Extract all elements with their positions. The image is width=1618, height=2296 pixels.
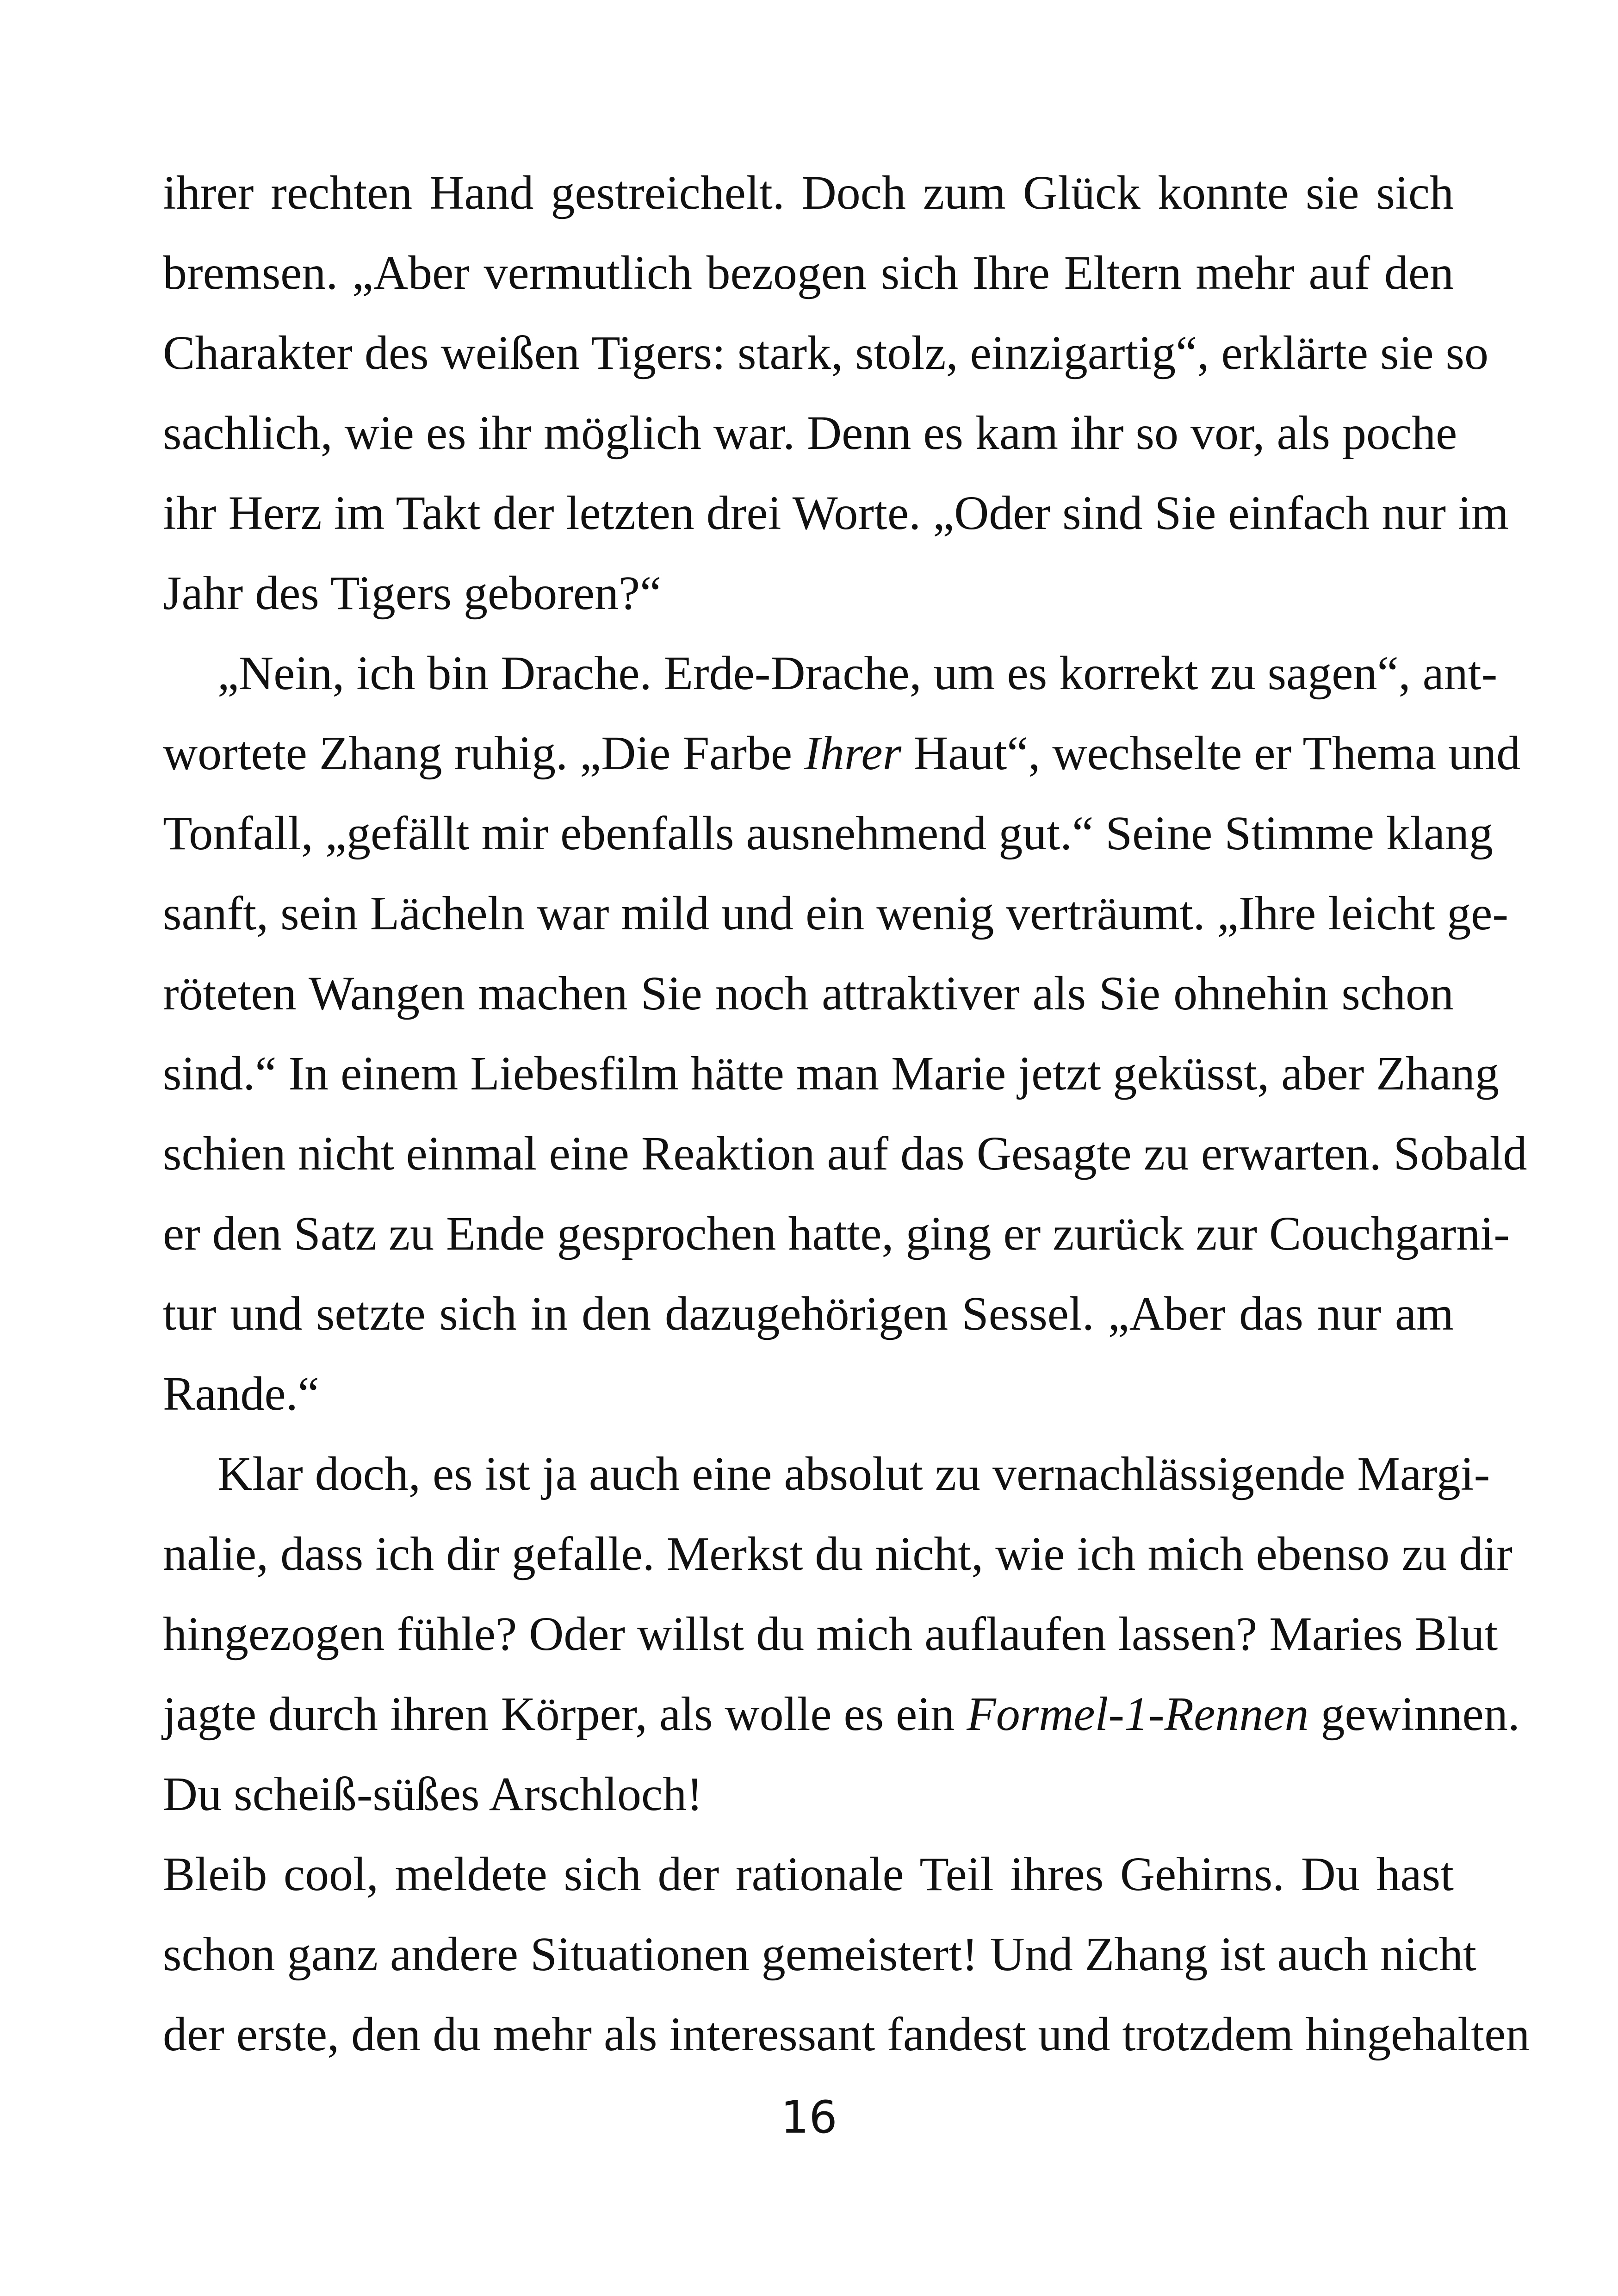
body-text (163, 153, 1530, 2074)
text-segment: wortete Zhang ruhig. „Die Farbe (163, 727, 805, 780)
text-line: Rande.“ (163, 1367, 319, 1420)
text-line (163, 1674, 1520, 1754)
text-line: bremsen. „Aber vermutlich bezogen sich Ihre Eltern mehr auf den (163, 246, 1454, 299)
text-segment: jagte durch ihren Körper, als wolle es ein (163, 1687, 967, 1741)
text-line: Bleib cool, meldete sich der rationale Teil ihres Gehirns. Du hast (163, 1848, 1454, 1901)
text-line: ihrer rechten Hand gestreichelt. Doch zum Glück konnte sie sich (163, 166, 1454, 219)
text-line: Charakter des weißen Tigers: stark, stolz, einzigartig“, erklärte sie so (163, 326, 1488, 380)
text-line: ihr Herz im Takt der letzten drei Worte. „Oder sind Sie einfach nur im (163, 486, 1509, 540)
text-line: schon ganz andere Situationen gemeistert! Und Zhang ist auch nicht (163, 1928, 1476, 1981)
emphasized-text: Formel-1-Rennen (967, 1687, 1309, 1741)
text-line (163, 713, 1521, 793)
text-line: Tonfall, „gefällt mir ebenfalls ausnehmend gut.“ Seine Stimme klang (163, 807, 1494, 860)
text-line: Du scheiß-süßes Arschloch! (163, 1767, 703, 1821)
text-line: „Nein, ich bin Drache. Erde-Drache, um es korrekt zu sagen“, ant- (217, 647, 1498, 700)
text-line: Klar doch, es ist ja auch eine absolut zu vernachlässigende Margi- (217, 1447, 1490, 1500)
text-line: tur und setzte sich in den dazugehörigen Sessel. „Aber das nur am (163, 1287, 1454, 1340)
page-number: 16 (781, 2091, 837, 2143)
text-line: röteten Wangen machen Sie noch attraktiver als Sie ohnehin schon (163, 967, 1454, 1020)
text-line: sanft, sein Lächeln war mild und ein wenig verträumt. „Ihre leicht ge- (163, 887, 1509, 940)
text-segment: gewinnen. (1308, 1687, 1520, 1741)
emphasized-text: Ihrer (804, 727, 902, 780)
text-line: sind.“ In einem Liebesfilm hätte man Marie jetzt geküsst, aber Zhang (163, 1047, 1499, 1100)
text-line: hingezogen fühle? Oder willst du mich auflaufen lassen? Maries Blut (163, 1607, 1498, 1661)
text-line: schien nicht einmal eine Reaktion auf das Gesagte zu erwarten. Sobald (163, 1127, 1527, 1180)
text-line: sachlich, wie es ihr möglich war. Denn es kam ihr so vor, als poche (163, 406, 1457, 460)
text-segment: Haut“, wechselte er Thema und (901, 727, 1521, 780)
text-line: der erste, den du mehr als interessant fandest und trotzdem hingehalten (163, 2008, 1530, 2061)
text-line: er den Satz zu Ende gesprochen hatte, ging er zurück zur Couchgarni- (163, 1207, 1510, 1260)
text-line: Jahr des Tigers geboren?“ (163, 566, 662, 620)
text-line: nalie, dass ich dir gefalle. Merkst du nicht, wie ich mich ebenso zu dir (163, 1527, 1513, 1580)
